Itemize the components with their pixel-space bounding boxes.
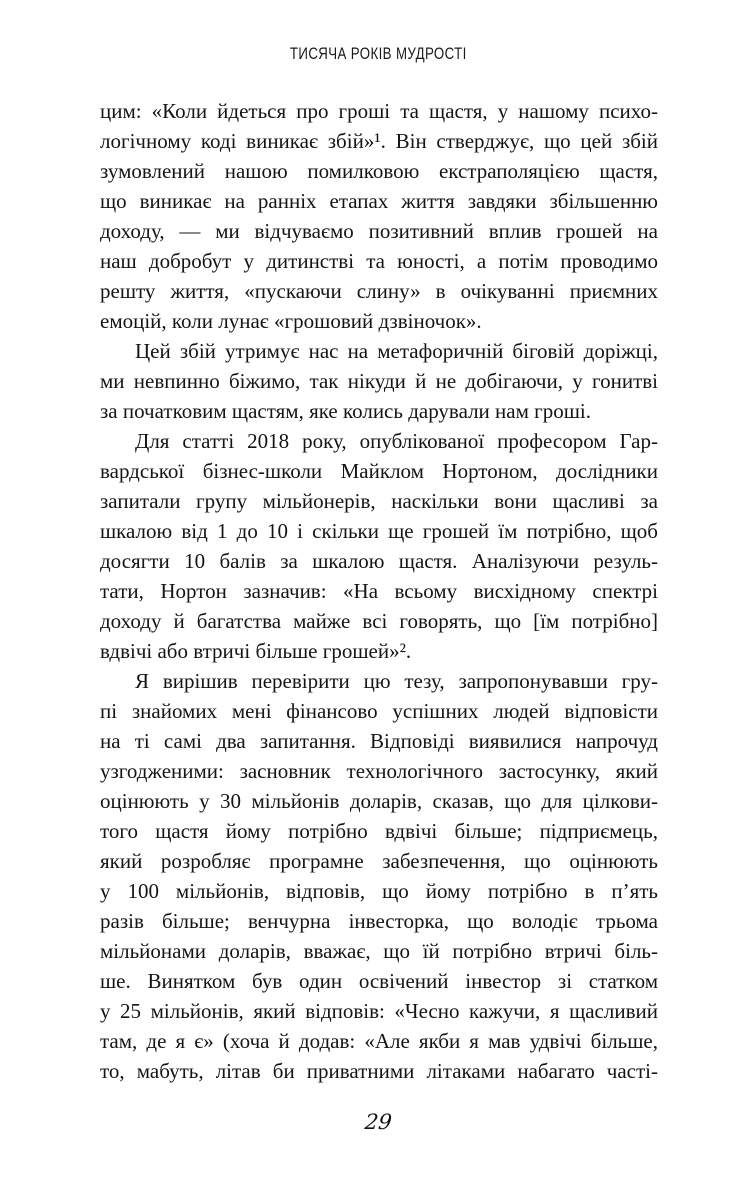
text-line: у 100 мільйонів, відповів, що йому потрібно в п’ять [100, 879, 658, 903]
text-line: мільйонами доларів, вважає, що їй потрібно втричі біль- [100, 939, 658, 963]
text-line: який розробляє програмне забезпечення, що оцінюють [100, 849, 658, 873]
text-line: доходу, — ми відчуваємо позитивний вплив грошей на [100, 219, 658, 243]
text-line: ми невпинно біжимо, так нікуди й не добігаючи, у гонитві [100, 369, 658, 393]
text-line: там, де я є» (хоча й додав: «Але якби я мав удвічі більше, [100, 1029, 658, 1053]
paragraph [100, 666, 658, 1086]
page-footer [0, 1110, 756, 1134]
text-line: за початковим щастям, яке колись дарували нам гроші. [100, 399, 592, 423]
text-line: вдвічі або втричі більше грошей»². [100, 639, 412, 663]
text-line: Для статті 2018 року, опублікованої професором Гар- [135, 429, 658, 453]
text-line: оцінюють у 30 мільйонів доларів, сказав, що для цілкови- [100, 789, 658, 813]
text-line: разів більше; венчурна інвесторка, що володіє трьома [100, 909, 658, 933]
text-line: тати, Нортон зазначив: «На всьому висхідному спектрі [100, 579, 658, 603]
page-number: 29 [363, 1110, 393, 1134]
text-line: Я вирішив перевірити цю тезу, запропонувавши гру- [135, 669, 658, 693]
text-line: решту життя, «пускаючи слину» в очікуванні приємних [100, 279, 658, 303]
text-line: узгодженими: засновник технологічного застосунку, який [100, 759, 658, 783]
text-line: зумовлений нашою помилковою екстраполяцією щастя, [100, 159, 658, 183]
text-line: того щастя йому потрібно вдвічі більше; підприємець, [100, 819, 658, 843]
text-line: ше. Винятком був один освічений інвестор зі статком [100, 969, 658, 993]
text-line: то, мабуть, літав би приватними літаками набагато часті- [100, 1059, 658, 1083]
text-line: Цей збій утримує нас на метафоричній біговій доріжці, [135, 339, 658, 363]
text-line: на ті самі два запитання. Відповіді виявилися напрочуд [100, 729, 658, 753]
page-text [100, 96, 658, 1086]
text-line: шкалою від 1 до 10 і скільки ще грошей їм потрібно, щоб [100, 519, 658, 543]
text-line: у 25 мільйонів, який відповів: «Чесно кажучи, я щасливий [100, 999, 658, 1023]
book-title: ТИСЯЧА РОКІВ МУДРОСТІ [289, 44, 467, 63]
text-line: цим: «Коли йдеться про гроші та щастя, у нашому психо- [100, 99, 658, 123]
text-line: запитали групу мільйонерів, наскільки вони щасливі за [100, 489, 658, 513]
text-line: пі знайомих мені фінансово успішних людей відповісти [100, 699, 658, 723]
text-line: досягти 10 балів за шкалою щастя. Аналізуючи резуль- [100, 549, 658, 573]
text-line: що виникає на ранніх етапах життя завдяки збільшенню [100, 189, 658, 213]
text-line: емоцій, коли лунає «грошовий дзвіночок». [100, 309, 482, 333]
paragraph [100, 426, 658, 666]
running-header [0, 44, 756, 64]
paragraph [100, 336, 658, 426]
paragraph [100, 96, 658, 336]
text-line: доходу й багатства майже всі говорять, що [їм потрібно] [100, 609, 658, 633]
text-line: наш добробут у дитинстві та юності, а потім проводимо [100, 249, 658, 273]
text-line: вардської бізнес-школи Майклом Нортоном, дослідники [100, 459, 658, 483]
text-line: логічному коді виникає збій»¹. Він стверджує, що цей збій [100, 129, 658, 153]
